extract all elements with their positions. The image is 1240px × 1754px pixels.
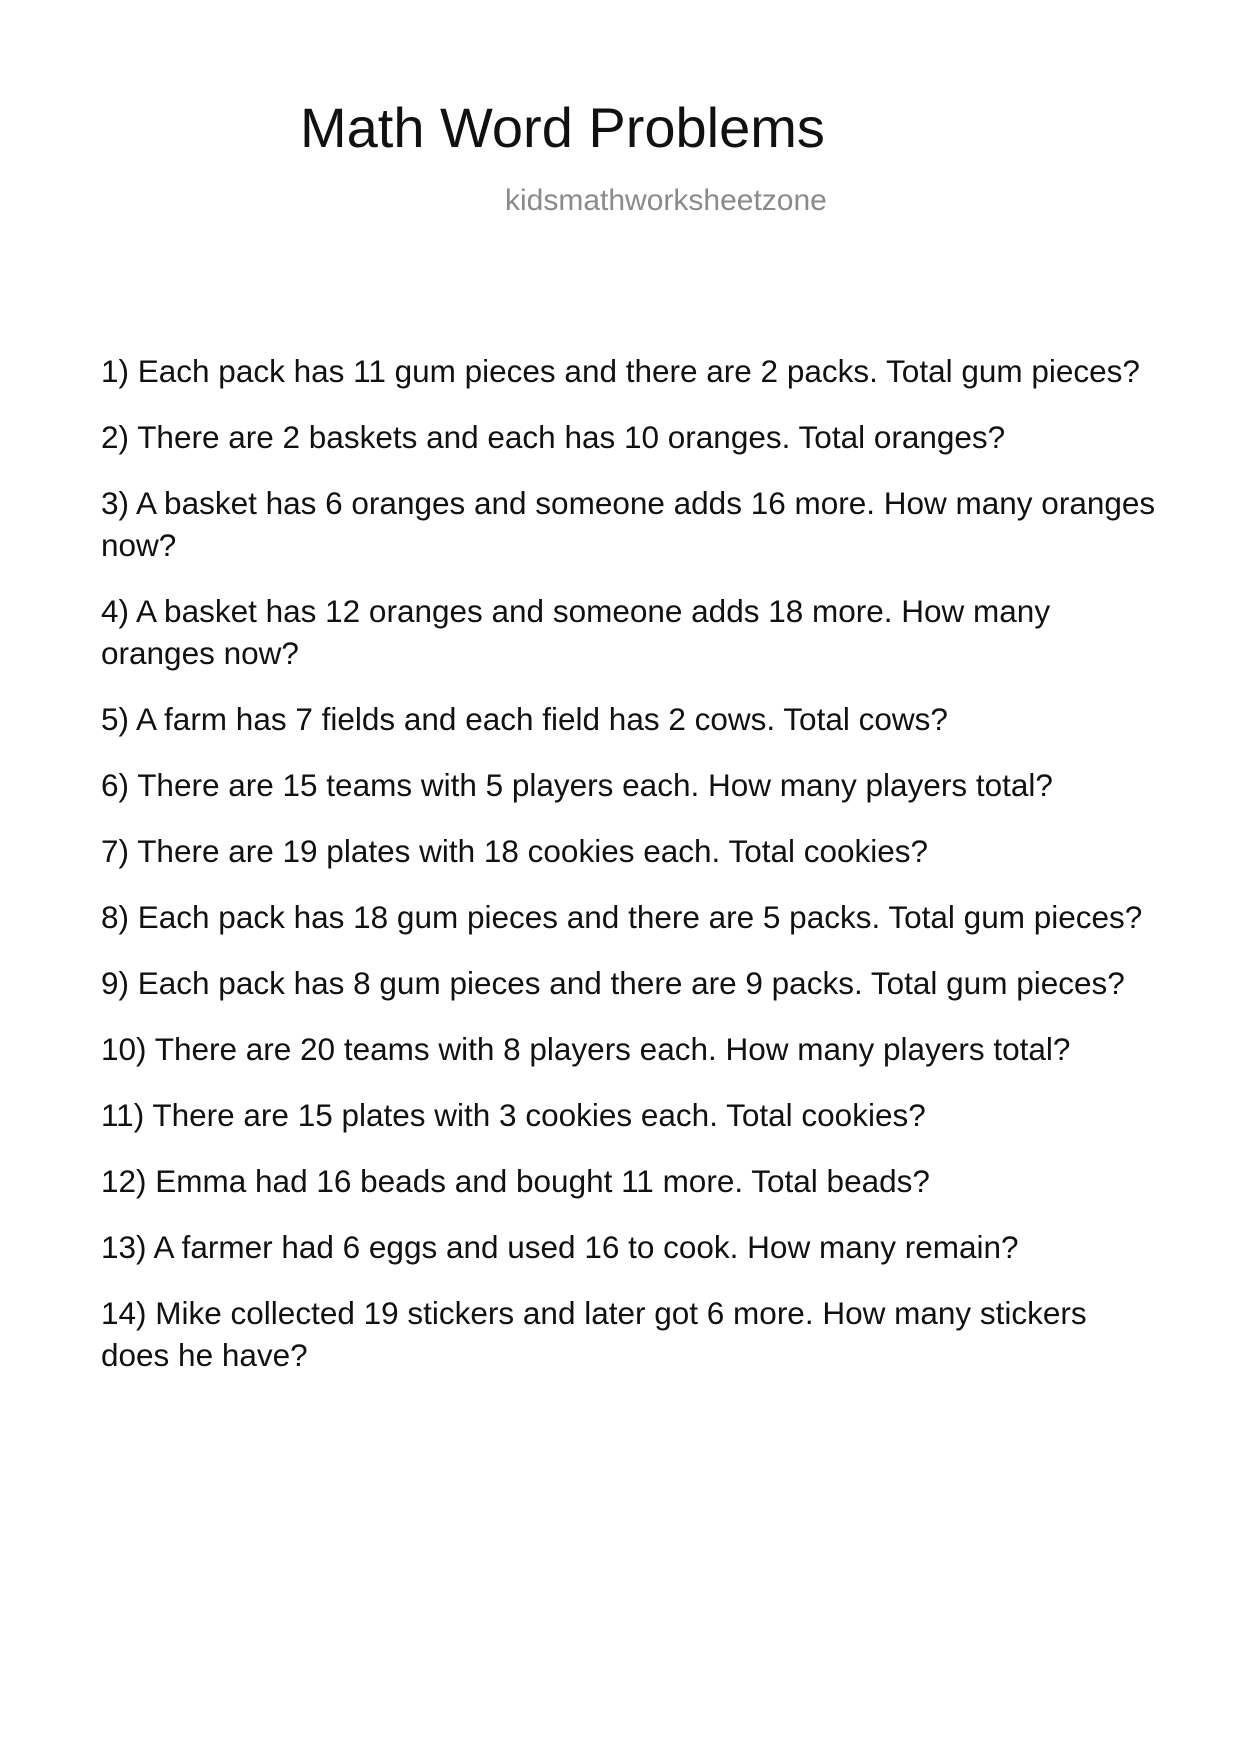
problem-item: 4) A basket has 12 oranges and someone adds 18 more. How many oranges now? [101,593,1051,671]
problem-item: 1) Each pack has 11 gum pieces and there are 2 packs. Total gum pieces? [101,353,1140,389]
problem-item: 10) There are 20 teams with 8 players each. How many players total? [101,1031,1071,1067]
problem-item: 13) A farmer had 6 eggs and used 16 to cook. How many remain? [101,1229,1019,1265]
problem-item: 2) There are 2 baskets and each has 10 oranges. Total oranges? [101,419,1006,455]
problem-item: 8) Each pack has 18 gum pieces and there are 5 packs. Total gum pieces? [101,899,1143,935]
problem-item: 14) Mike collected 19 stickers and later got 6 more. How many stickers does he have? [101,1295,1087,1373]
problem-list [101,350,1161,1400]
problem-item: 5) A farm has 7 fields and each field has 2 cows. Total cows? [101,701,948,737]
problem-item: 9) Each pack has 8 gum pieces and there are 9 packs. Total gum pieces? [101,965,1125,1001]
problem-item: 12) Emma had 16 beads and bought 11 more. Total beads? [101,1163,930,1199]
problem-item: 3) A basket has 6 oranges and someone adds 16 more. How many oranges now? [101,485,1156,563]
problem-item: 7) There are 19 plates with 18 cookies each. Total cookies? [101,833,929,869]
problem-item: 6) There are 15 teams with 5 players each. How many players total? [101,767,1053,803]
page-title: Math Word Problems [300,96,825,159]
source-label: kidsmathworksheetzone [505,184,827,217]
problem-item: 11) There are 15 plates with 3 cookies each. Total cookies? [101,1097,926,1133]
